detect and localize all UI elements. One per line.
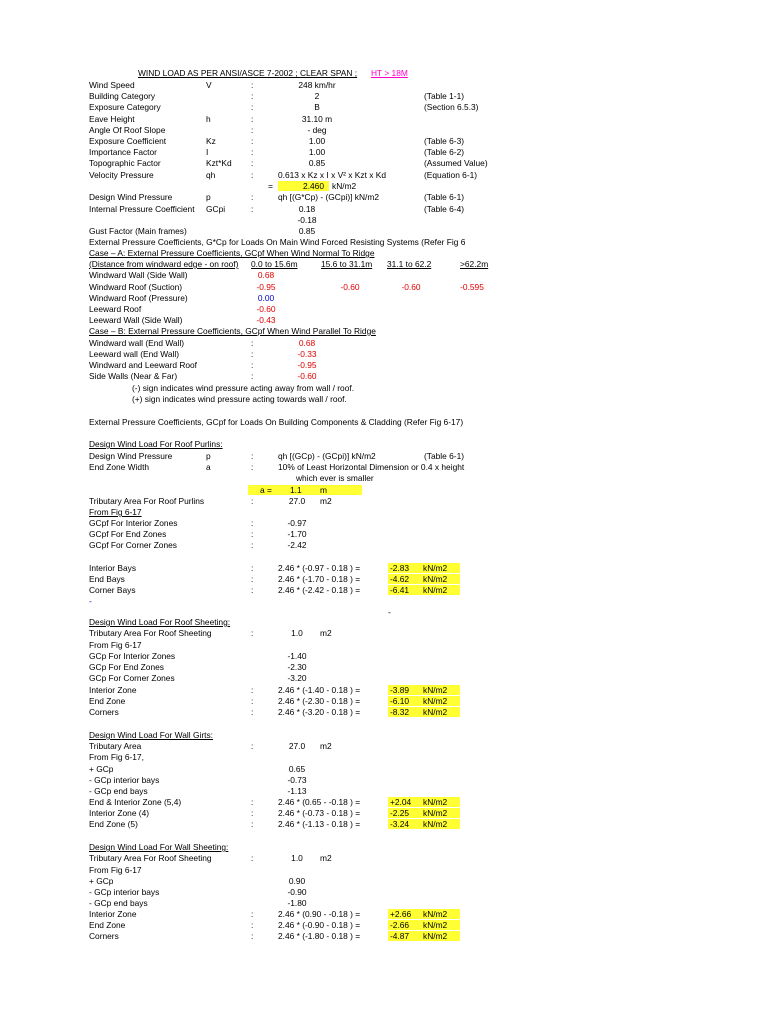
wall-sheeting-title: Design Wind Load For Wall Sheeting: — [89, 842, 229, 852]
wallsheet-result-label: Corners — [89, 931, 119, 941]
param-symbol: Kz — [206, 136, 216, 146]
gust-factor-value: 0.85 — [298, 226, 316, 236]
purlins-tributary-label: Tributary Area For Roof Purlins — [89, 496, 205, 506]
sheet-title: WIND LOAD AS PER ANSI/ASCE 7-2002 ; CLEAR SPAN ; — [138, 68, 358, 78]
colon: : — [251, 585, 254, 595]
roof-sheeting-gcp-label: GCp For Corner Zones — [89, 673, 175, 683]
design-pressure-symbol: p — [206, 192, 211, 202]
purlins-result-value: -6.41 — [390, 585, 410, 595]
sheeting-result-value: -6.10 — [390, 696, 410, 706]
case-b-value: 0.68 — [298, 338, 316, 348]
purlins-gcpf-label: GCpf For Corner Zones — [89, 540, 177, 550]
roof-sheeting-tributary-value: 1.0 — [291, 628, 303, 638]
wall-girts-gcp-value: -1.13 — [287, 786, 307, 796]
purlins-result-label: Corner Bays — [89, 585, 136, 595]
internal-pressure-value-2: -0.18 — [297, 215, 317, 225]
wall-girts-title: Design Wind Load For Wall Girts: — [89, 730, 213, 740]
param-value: B — [314, 102, 320, 112]
param-symbol: h — [206, 114, 211, 124]
purlins-pressure-reference: (Table 6-1) — [424, 451, 465, 461]
qh-value: 2.460 — [303, 181, 324, 191]
colon: : — [251, 360, 254, 370]
roof-sheeting-tributary-label: Tributary Area For Roof Sheeting — [89, 628, 212, 638]
purlins-result-calc: 2.46 * (-0.97 - 0.18 ) = — [278, 563, 361, 573]
wallsheet-result-calc: 2.46 * (0.90 - -0.18 ) = — [278, 909, 361, 919]
param-reference: (Assumed Value) — [424, 158, 488, 168]
girts-result-value: -2.25 — [390, 808, 410, 818]
roof-sheeting-gcp-label: GCp For End Zones — [89, 662, 164, 672]
colon: : — [251, 808, 254, 818]
roof-sheeting-gcp-value: -3.20 — [287, 673, 307, 683]
case-b-row-label: Side Walls (Near & Far) — [89, 371, 178, 381]
purlins-result-unit: kN/m2 — [423, 585, 448, 595]
purlins-pressure-label: Design Wind Pressure — [89, 451, 173, 461]
internal-pressure-reference: (Table 6-4) — [424, 204, 465, 214]
case-b-title: Case – B: External Pressure Coefficients, GCpf When Wind Parallel To Ridge — [89, 326, 376, 336]
case-a-row-label: Leeward Wall (Side Wall) — [89, 315, 183, 325]
girts-result-unit: kN/m2 — [423, 819, 448, 829]
roof-sheeting-gcp-label: GCp For Interior Zones — [89, 651, 176, 661]
colon: : — [251, 628, 254, 638]
purlins-result-calc: 2.46 * (-2.42 - 0.18 ) = — [278, 585, 361, 595]
colon: : — [251, 920, 254, 930]
roof-sheeting-gcp-value: -1.40 — [287, 651, 307, 661]
sign-note-negative: (-) sign indicates wind pressure acting away from wall / roof. — [132, 383, 355, 393]
colon: : — [251, 91, 254, 101]
param-symbol: qh — [206, 170, 216, 180]
param-reference: (Equation 6-1) — [424, 170, 478, 180]
case-a-row-label: Leeward Roof — [89, 304, 142, 314]
wall-sheeting-gcp-label: - GCp end bays — [89, 898, 148, 908]
title-suffix: HT > 18M — [371, 68, 408, 78]
colon: : — [251, 496, 254, 506]
colon: : — [251, 338, 254, 348]
param-label: Exposure Category — [89, 102, 161, 112]
case-a-column: >62.2m — [460, 259, 489, 269]
girts-result-value: -3.24 — [390, 819, 410, 829]
sheeting-result-label: Interior Zone — [89, 685, 137, 695]
colon: : — [251, 529, 254, 539]
case-a-row-label: Windward Wall (Side Wall) — [89, 270, 188, 280]
roof-sheeting-title: Design Wind Load For Roof Sheeting: — [89, 617, 231, 627]
purlins-gcpf-value: -2.42 — [287, 540, 307, 550]
colon: : — [251, 931, 254, 941]
case-a-header: (Distance from windward edge - on roof) — [89, 259, 239, 269]
param-label: Importance Factor — [89, 147, 157, 157]
sheeting-result-calc: 2.46 * (-3.20 - 0.18 ) = — [278, 707, 361, 717]
purlins-gcpf-value: -1.70 — [287, 529, 307, 539]
case-a-value: 0.68 — [257, 270, 275, 280]
sheeting-result-calc: 2.46 * (-1.40 - 0.18 ) = — [278, 685, 361, 695]
case-a-value: -0.43 — [256, 315, 276, 325]
wall-sheeting-gcp-value: -0.90 — [287, 887, 307, 897]
roof-sheeting-from-fig: From Fig 6-17 — [89, 640, 142, 650]
colon: : — [251, 819, 254, 829]
end-zone-width-formula-2: which ever is smaller — [296, 473, 374, 483]
wall-girts-from-fig: From Fig 6-17, — [89, 752, 144, 762]
case-a-column: 15.6 to 31.1m — [321, 259, 373, 269]
girts-result-unit: kN/m2 — [423, 808, 448, 818]
param-value: 1.00 — [308, 147, 326, 157]
colon: : — [251, 147, 254, 157]
colon: : — [251, 540, 254, 550]
wall-sheeting-gcp-label: + GCp — [89, 876, 114, 886]
param-label: Exposure Coefficient — [89, 136, 167, 146]
components-title: External Pressure Coefficients, GCpf for Loads On Building Components & Cladding (Refer Fig 6-17) — [89, 417, 464, 427]
sheeting-result-unit: kN/m2 — [423, 685, 448, 695]
case-b-value: -0.33 — [297, 349, 317, 359]
purlins-gcpf-value: -0.97 — [287, 518, 307, 528]
a-value: 1.1 — [290, 485, 302, 495]
wallsheet-result-label: End Zone — [89, 920, 126, 930]
param-label: Eave Height — [89, 114, 135, 124]
girts-result-calc: 2.46 * (0.65 - -0.18 ) = — [278, 797, 361, 807]
case-a-title: Case – A: External Pressure Coefficients, GCpf When Wind Normal To Ridge — [89, 248, 375, 258]
external-coefficients-title: External Pressure Coefficients, G*Cp for Loads On Main Wind Forced Resisting Systems (Refer Fig 6 — [89, 237, 466, 247]
colon: : — [251, 451, 254, 461]
colon: : — [251, 518, 254, 528]
roof-sheeting-gcp-value: -2.30 — [287, 662, 307, 672]
param-reference: (Table 6-2) — [424, 147, 465, 157]
colon: : — [251, 158, 254, 168]
colon: : — [251, 563, 254, 573]
design-pressure-formula: qh [(G*Cp) - (GCpi)] kN/m2 — [278, 192, 379, 202]
wall-girts-gcp-value: -0.73 — [287, 775, 307, 785]
gust-factor-label: Gust Factor (Main frames) — [89, 226, 187, 236]
sheeting-result-calc: 2.46 * (-2.30 - 0.18 ) = — [278, 696, 361, 706]
purlins-result-value: -4.62 — [390, 574, 410, 584]
girts-result-label: End Zone (5) — [89, 819, 138, 829]
case-a-value: 0.00 — [257, 293, 275, 303]
case-b-value: -0.60 — [297, 371, 317, 381]
colon: : — [251, 707, 254, 717]
purlins-tributary-unit: m2 — [320, 496, 332, 506]
param-value: 0.85 — [308, 158, 326, 168]
colon: : — [251, 853, 254, 863]
girts-result-value: +2.04 — [390, 797, 412, 807]
sheeting-result-value: -8.32 — [390, 707, 410, 717]
purlins-result-label: Interior Bays — [89, 563, 137, 573]
param-value: - deg — [307, 125, 327, 135]
internal-pressure-value-1: 0.18 — [298, 204, 316, 214]
girts-result-calc: 2.46 * (-0.73 - 0.18 ) = — [278, 808, 361, 818]
case-a-value: -0.95 — [256, 282, 276, 292]
colon: : — [251, 696, 254, 706]
wall-girts-gcp-value: 0.65 — [288, 764, 306, 774]
purlins-result-unit: kN/m2 — [423, 563, 448, 573]
wallsheet-result-unit: kN/m2 — [423, 909, 448, 919]
purlins-tributary-value: 27.0 — [288, 496, 306, 506]
param-reference: (Section 6.5.3) — [424, 102, 479, 112]
wall-sheeting-tributary-label: Tributary Area For Roof Sheeting — [89, 853, 212, 863]
param-symbol: Kzt*Kd — [206, 158, 232, 168]
purlins-pressure-formula: qh [(GCp) - (GCpi)] kN/m2 — [278, 451, 376, 461]
colon: : — [251, 574, 254, 584]
wallsheet-result-label: Interior Zone — [89, 909, 137, 919]
wallsheet-result-unit: kN/m2 — [423, 920, 448, 930]
sign-note-positive: (+) sign indicates wind pressure acting towards wall / roof. — [132, 394, 347, 404]
end-zone-width-formula: 10% of Least Horizontal Dimension or 0.4 x height — [278, 462, 465, 472]
girts-result-label: End & Interior Zone (5,4) — [89, 797, 182, 807]
sheeting-result-label: End Zone — [89, 696, 126, 706]
case-b-row-label: Windward wall (End Wall) — [89, 338, 185, 348]
colon: : — [251, 371, 254, 381]
wall-sheeting-gcp-value: 0.90 — [288, 876, 306, 886]
a-label: a = — [260, 485, 272, 495]
param-symbol: I — [206, 147, 209, 157]
param-value: 0.613 x Kz x I x V² x Kzt x Kd — [278, 170, 386, 180]
colon: : — [251, 741, 254, 751]
case-a-value: -0.595 — [460, 282, 484, 292]
param-label: Topographic Factor — [89, 158, 161, 168]
wallsheet-result-value: -4.87 — [390, 931, 410, 941]
purlins-result-value: -2.83 — [390, 563, 410, 573]
stray-dash: - — [89, 596, 92, 606]
wall-girts-gcp-label: - GCp interior bays — [89, 775, 160, 785]
wall-sheeting-gcp-label: - GCp interior bays — [89, 887, 160, 897]
param-value: 31.10 m — [301, 114, 333, 124]
end-zone-width-symbol: a — [206, 462, 211, 472]
end-zone-width-label: End Zone Width — [89, 462, 150, 472]
case-a-column: 31.1 to 62.2 — [387, 259, 432, 269]
colon: : — [251, 170, 254, 180]
case-a-column: 0.0 to 15.6m — [251, 259, 298, 269]
design-pressure-label: Design Wind Pressure — [89, 192, 173, 202]
qh-equals: = — [268, 181, 273, 191]
wall-girts-gcp-label: - GCp end bays — [89, 786, 148, 796]
colon: : — [251, 136, 254, 146]
roof-sheeting-tributary-unit: m2 — [320, 628, 332, 638]
stray-dot: - — [388, 607, 391, 617]
param-label: Wind Speed — [89, 80, 135, 90]
a-unit: m — [320, 485, 327, 495]
purlins-from-fig: From Fig 6-17 — [89, 507, 142, 517]
wall-sheeting-gcp-value: -1.80 — [287, 898, 307, 908]
purlins-result-calc: 2.46 * (-1.70 - 0.18 ) = — [278, 574, 361, 584]
wall-girts-tributary-unit: m2 — [320, 741, 332, 751]
case-a-row-label: Windward Roof (Pressure) — [89, 293, 188, 303]
wallsheet-result-value: +2.66 — [390, 909, 412, 919]
param-value: 2 — [314, 91, 320, 101]
wall-sheeting-from-fig: From Fig 6-17 — [89, 865, 142, 875]
colon: : — [251, 797, 254, 807]
colon: : — [251, 462, 254, 472]
purlins-gcpf-label: GCpf For End Zones — [89, 529, 167, 539]
colon: : — [251, 349, 254, 359]
param-reference: (Table 1-1) — [424, 91, 465, 101]
colon: : — [251, 80, 254, 90]
param-label: Building Category — [89, 91, 156, 101]
param-value: 248 km/hr — [298, 80, 336, 90]
wallsheet-result-calc: 2.46 * (-1.80 - 0.18 ) = — [278, 931, 361, 941]
case-b-value: -0.95 — [297, 360, 317, 370]
wall-sheeting-tributary-unit: m2 — [320, 853, 332, 863]
purlins-pressure-symbol: p — [206, 451, 211, 461]
case-a-value: -0.60 — [256, 304, 276, 314]
case-a-value: -0.60 — [340, 282, 360, 292]
wallsheet-result-unit: kN/m2 — [423, 931, 448, 941]
case-b-row-label: Leeward wall (End Wall) — [89, 349, 179, 359]
colon: : — [251, 125, 254, 135]
wall-girts-gcp-label: + GCp — [89, 764, 114, 774]
param-label: Angle Of Roof Slope — [89, 125, 166, 135]
girts-result-unit: kN/m2 — [423, 797, 448, 807]
internal-pressure-symbol: GCpi — [206, 204, 226, 214]
colon: : — [251, 192, 254, 202]
qh-unit: kN/m2 — [332, 181, 357, 191]
design-pressure-reference: (Table 6-1) — [424, 192, 465, 202]
wallsheet-result-value: -2.66 — [390, 920, 410, 930]
girts-result-calc: 2.46 * (-1.13 - 0.18 ) = — [278, 819, 361, 829]
param-symbol: V — [206, 80, 212, 90]
wallsheet-result-calc: 2.46 * (-0.90 - 0.18 ) = — [278, 920, 361, 930]
colon: : — [251, 685, 254, 695]
case-a-value: -0.60 — [401, 282, 421, 292]
colon: : — [251, 114, 254, 124]
sheeting-result-value: -3.89 — [390, 685, 410, 695]
case-a-row-label: Windward Roof (Suction) — [89, 282, 183, 292]
purlins-gcpf-label: GCpf For Interior Zones — [89, 518, 178, 528]
colon: : — [251, 909, 254, 919]
purlins-result-label: End Bays — [89, 574, 125, 584]
wall-girts-tributary-label: Tributary Area — [89, 741, 142, 751]
wall-sheeting-tributary-value: 1.0 — [291, 853, 303, 863]
girts-result-label: Interior Zone (4) — [89, 808, 150, 818]
colon: : — [251, 102, 254, 112]
purlins-title: Design Wind Load For Roof Purlins: — [89, 439, 223, 449]
param-reference: (Table 6-3) — [424, 136, 465, 146]
colon: : — [251, 204, 254, 214]
sheeting-result-unit: kN/m2 — [423, 696, 448, 706]
wall-girts-tributary-value: 27.0 — [288, 741, 306, 751]
internal-pressure-label: Internal Pressure Coefficient — [89, 204, 195, 214]
case-b-row-label: Windward and Leeward Roof — [89, 360, 198, 370]
purlins-result-unit: kN/m2 — [423, 574, 448, 584]
sheeting-result-label: Corners — [89, 707, 119, 717]
param-label: Velocity Pressure — [89, 170, 154, 180]
sheeting-result-unit: kN/m2 — [423, 707, 448, 717]
param-value: 1.00 — [308, 136, 326, 146]
